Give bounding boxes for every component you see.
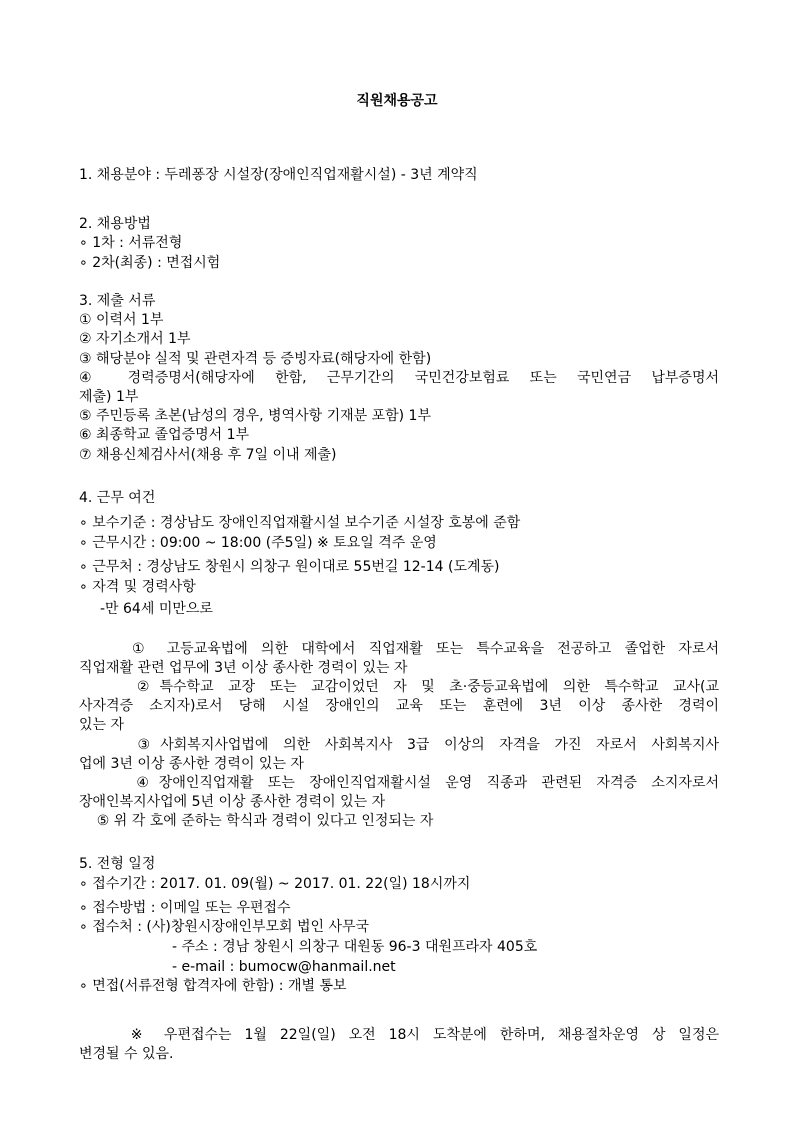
section-3-heading: 3. 제출 서류 (79, 293, 156, 309)
qualification-item: ① 고등교육법에 의한 대학에서 직업재활 또는 특수교육을 전공하고 졸업한 자로서 (79, 641, 719, 657)
list-item: ∘ 1차 : 서류전형 (79, 235, 183, 251)
list-item: ④ 경력증명서(해당자에 한함, 근무기간의 국민건강보험료 또는 국민연금 납부증명서 (79, 370, 719, 386)
office-address: - 주소 : 경남 창원시 의창구 대원동 96-3 대원프라자 405호 (172, 939, 538, 955)
list-item: ∘ 2차(최종) : 면접시험 (79, 255, 221, 271)
section-2-heading: 2. 채용방법 (79, 216, 151, 232)
age-requirement: -만 64세 미만으로 (100, 601, 213, 617)
application-method: ∘ 접수방법 : 이메일 또는 우편접수 (79, 900, 291, 916)
list-item-continuation: 제출) 1부 (79, 389, 139, 405)
section-5-heading: 5. 전형 일정 (79, 856, 156, 872)
application-office: ∘ 접수처 : (사)창원시장애인부모회 법인 사무국 (79, 919, 370, 935)
list-item: ⑦ 채용신체검사서(채용 후 7일 이내 제출) (79, 447, 337, 463)
qualification-item: ③사회복지사업법에 의한 사회복지사 3급 이상의 자격을 가진 자로서 사회복지사 (79, 737, 719, 753)
list-item: ③ 해당분야 실적 및 관련자격 등 증빙자료(해당자에 한함) (79, 351, 432, 367)
qualification-heading: ∘ 자격 및 경력사항 (79, 579, 196, 595)
qualification-continuation: 있는 자 (79, 717, 125, 733)
work-location: ∘ 근무처 : 경상남도 창원시 의창구 원이대로 55번길 12-14 (도계동) (79, 559, 500, 575)
section-1-heading: 1. 채용분야 : 두레퐁장 시설장(장애인직업재활시설) - 3년 계약직 (79, 167, 478, 183)
qualification-item: ⑤ 위 각 호에 준하는 학식과 경력이 있다고 인정되는 자 (79, 813, 434, 829)
qualification-continuation: 업에 3년 이상 종사한 경력이 있는 자 (79, 756, 304, 772)
section-4-heading: 4. 근무 여건 (79, 490, 156, 506)
application-period: ∘ 접수기간 : 2017. 01. 09(월) ~ 2017. 01. 22(일) 18시까지 (79, 876, 471, 892)
footnote: ※ 우편접수는 1월 22일(일) 오전 18시 도착분에 한하며, 채용절차운영 상 일정은 (79, 1027, 719, 1043)
qualification-continuation: 사자격증 소지자)로서 당해 시설 장애인의 교육 또는 훈련에 3년 이상 종사한 경력이 (79, 698, 719, 714)
qualification-item: ②특수학교 교장 또는 교감이었던 자 및 초·중등교육법에 의한 특수학교 교사(교 (79, 679, 719, 695)
qualification-item: ④장애인직업재활 또는 장애인직업재활시설 운영 직종과 관련된 자격증 소지자로서 (79, 775, 719, 791)
pay-standard: ∘ 보수기준 : 경상남도 장애인직업재활시설 보수기준 시설장 호봉에 준함 (79, 515, 521, 531)
qualification-continuation: 장애인복지사업에 5년 이상 종사한 경력이 있는 자 (79, 794, 386, 810)
office-email: - e-mail : bumocw@hanmail.net (172, 959, 396, 975)
work-hours: ∘ 근무시간 : 09:00 ~ 18:00 (주5일) ※ 토요일 격주 운영 (79, 535, 437, 551)
footnote-continuation: 변경될 수 있음. (79, 1046, 174, 1062)
list-item: ② 자기소개서 1부 (79, 331, 191, 347)
list-item: ⑤ 주민등록 초본(남성의 경우, 병역사항 기재분 포함) 1부 (79, 408, 431, 424)
list-item: ⑥ 최종학교 졸업증명서 1부 (79, 427, 250, 443)
list-item: ① 이력서 1부 (79, 312, 164, 328)
document-title: 직원채용공고 (356, 93, 438, 109)
qualification-continuation: 직업재활 관련 업무에 3년 이상 종사한 경력이 있는 자 (79, 660, 408, 676)
interview-notice: ∘ 면접(서류전형 합격자에 한함) : 개별 통보 (79, 978, 347, 994)
